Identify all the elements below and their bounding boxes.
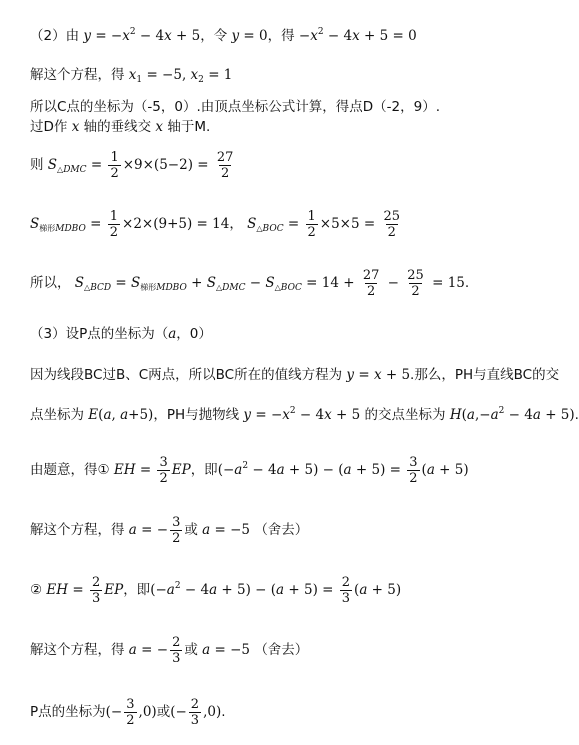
- line-11: 由题意，得① EH = $\frac{3}{2}$ EP，即$(-a^2 - 4a + 5) - (a + 5)$ = $\frac{3}{2}$ (a + 5): [30, 455, 469, 486]
- line-13: ② EH = $\frac{2}{3}$ EP，即$(-a^2 - 4a + 5) - (a + 5)$ = $\frac{2}{3}$ (a + 5): [30, 575, 402, 606]
- line-7: 所以， $S_{\triangle BCD} = S_{梯形MDBO} + S_{\triangle DMC} - S_{\triangle BOC} = 14$ + $\frac{27}{2}$ − $\frac{25}{2}$ = 15.: [30, 268, 470, 299]
- line-6: $S_{梯形MDBO}$ = $\frac{1}{2}$ ×2×(9+5) = 14， $S_{\triangle BOC}$ = $\frac{1}{2}$ ×5×5 = $\frac{25}{2}$: [30, 209, 401, 240]
- line-1: （2）由 $y = -x^2 - 4x + 5$，令 y = 0，得 $-x^2 - 4x + 5 = 0$: [30, 27, 417, 44]
- line-15: P点的坐标为(− $\frac{3}{2}$ ,0)或(− $\frac{2}{3}$ ,0).: [30, 697, 226, 728]
- line-3: 所以C点的坐标为（-5，0）.由顶点坐标公式计算，得点D（-2，9）.: [30, 99, 441, 115]
- line-2: 解这个方程，得 $x_1 = -5$, $x_2 = 1$: [30, 67, 233, 85]
- line-10: 点坐标为 E(a, a+5)，PH与抛物线 $y = -x^2 - 4x + 5$ 的交点坐标为 $H(a,-a^2 - 4a + 5)$.: [30, 406, 579, 423]
- line-8: （3）设P点的坐标为（a，0）: [30, 326, 212, 342]
- line-5: 则 $S_{\triangle DMC}$ = $\frac{1}{2}$ ×9×(5−2) = $\frac{27}{2}$: [30, 150, 234, 181]
- line-12: 解这个方程，得 a = − $\frac{3}{2}$ 或 a = −5 （舍去）: [30, 515, 309, 546]
- line-9: 因为线段BC过B、C两点，所以BC所在的值线方程为 y = x + 5.那么，PH与直线BC的交: [30, 367, 560, 383]
- line-14: 解这个方程，得 a = − $\frac{2}{3}$ 或 a = −5 （舍去）: [30, 635, 309, 666]
- line-4: 过D作 x 轴的垂线交 x 轴于M.: [30, 119, 211, 135]
